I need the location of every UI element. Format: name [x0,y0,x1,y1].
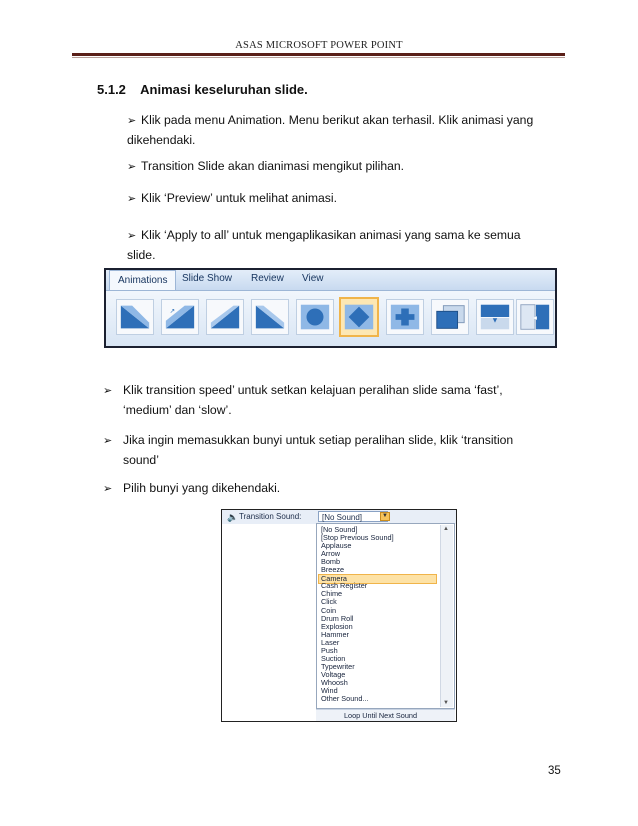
sound-option[interactable]: Applause [321,541,352,551]
bullet-text: Transition Slide akan dianimasi mengikut pilihan. [141,159,405,173]
scroll-down-icon[interactable]: ▼ [443,700,449,706]
sound-option[interactable]: [Stop Previous Sound] [321,533,394,543]
loop-option[interactable] [316,709,455,721]
animations-ribbon-screenshot [104,268,557,348]
sound-option[interactable]: Typewriter [321,661,355,671]
transition-push-left-icon[interactable] [516,299,554,335]
bullet-text-continued: dikehendaki. [127,133,196,147]
bullet-item [127,189,562,209]
sound-option[interactable]: Push [321,645,338,655]
sound-option[interactable]: Bomb [321,557,341,567]
sound-option[interactable]: Laser [321,637,340,647]
bullet-text-continued: sound’ [123,453,159,467]
sound-option[interactable]: Coin [321,605,337,615]
arrow-bullet-icon: ➢ [127,115,137,127]
bullet-item [103,431,563,470]
bullet-text: Klik ‘Apply to all’ untuk mengaplikasikan animasi yang sama ke semua [141,228,521,242]
transition-wipe-right-icon[interactable] [161,299,199,335]
bullet-text: Pilih bunyi yang dikehendaki. [123,481,281,495]
transition-plus-icon[interactable] [386,299,424,335]
bullet-item [127,226,562,265]
page-number: 35 [548,765,561,777]
arrow-bullet-icon: ➢ [103,385,113,397]
sound-option[interactable]: Breeze [321,565,345,575]
sound-option[interactable]: Cash Register [321,581,368,591]
loop-until-next-sound-label: Loop Until Next Sound [344,711,418,720]
chevron-down-icon[interactable]: ▼ [380,512,390,521]
transition-wipe-left-icon[interactable] [251,299,289,335]
arrow-bullet-icon: ➢ [103,483,113,495]
arrow-bullet-icon: ➢ [127,161,137,173]
svg-text:◂: ◂ [533,312,537,322]
transition-cover-icon[interactable] [431,299,469,335]
arrow-bullet-icon: ➢ [127,193,137,205]
tab-review[interactable]: Review [251,273,284,284]
transition-push-down-icon[interactable] [476,299,514,335]
bullet-text: Jika ingin memasukkan bunyi untuk setiap peralihan slide, klik ‘transition [123,433,514,447]
transition-sound-label: Transition Sound: [239,512,302,521]
transition-sound-toolbar [222,510,456,524]
transition-circle-icon[interactable] [296,299,334,335]
transition-diamond-icon[interactable] [339,297,379,337]
section-number: 5.1.2 [97,82,126,97]
ribbon-tab-bar [106,270,555,291]
header-rule-thin [72,57,565,58]
bullet-item [103,479,563,499]
sound-option[interactable]: Chime [321,589,343,599]
sound-option[interactable]: Hammer [321,629,349,639]
header-title: ASAS MICROSOFT POWER POINT [235,40,403,51]
scroll-up-icon[interactable]: ▲ [443,526,449,532]
svg-text:▼: ▼ [491,315,499,325]
sound-option[interactable]: Drum Roll [321,613,354,623]
sound-option[interactable]: Click [321,597,337,607]
bullet-item [103,381,563,420]
sound-option[interactable]: Camera [318,574,437,584]
transition-gallery [106,291,555,346]
arrow-bullet-icon: ➢ [103,435,113,447]
header-rule [72,53,565,56]
speaker-icon: 🔈 [227,512,239,522]
section-title: Animasi keseluruhan slide. [140,82,308,97]
bullet-text: Klik transition speed’ untuk setkan kelajuan peralihan slide sama ‘fast’, [123,383,503,397]
bullet-text: Klik pada menu Animation. Menu berikut akan terhasil. Klik animasi yang [141,113,534,127]
transition-wipe-up-icon[interactable] [206,299,244,335]
bullet-item [127,157,562,177]
scrollbar[interactable] [440,525,453,707]
bullet-text-continued: slide. [127,248,156,262]
bullet-item [127,111,562,150]
sound-option[interactable]: Suction [321,653,346,663]
sound-option[interactable]: Voltage [321,669,346,679]
tab-slide-show[interactable]: Slide Show [182,273,233,284]
sound-option[interactable]: [No Sound] [321,525,358,534]
tab-view[interactable]: View [302,273,324,284]
sound-option[interactable]: Wind [321,686,338,695]
bullet-text: Klik ‘Preview’ untuk melihat animasi. [141,191,337,205]
sound-option[interactable]: Whoosh [321,677,348,687]
arrow-bullet-icon: ➢ [127,230,137,242]
transition-sound-select[interactable]: [No Sound] [318,511,388,522]
sound-option[interactable]: Arrow [321,549,341,559]
svg-text:↗: ↗ [169,308,176,316]
sound-option[interactable]: Other Sound... [321,694,369,704]
bullet-text-continued: ‘medium’ dan ‘slow’. [123,403,232,417]
sound-option[interactable]: Explosion [321,621,353,631]
tab-animations[interactable]: Animations [109,270,176,290]
section-heading [97,82,308,97]
transition-sound-screenshot [221,509,457,722]
transition-sound-options [316,523,455,709]
transition-wipe-down-icon[interactable] [116,299,154,335]
